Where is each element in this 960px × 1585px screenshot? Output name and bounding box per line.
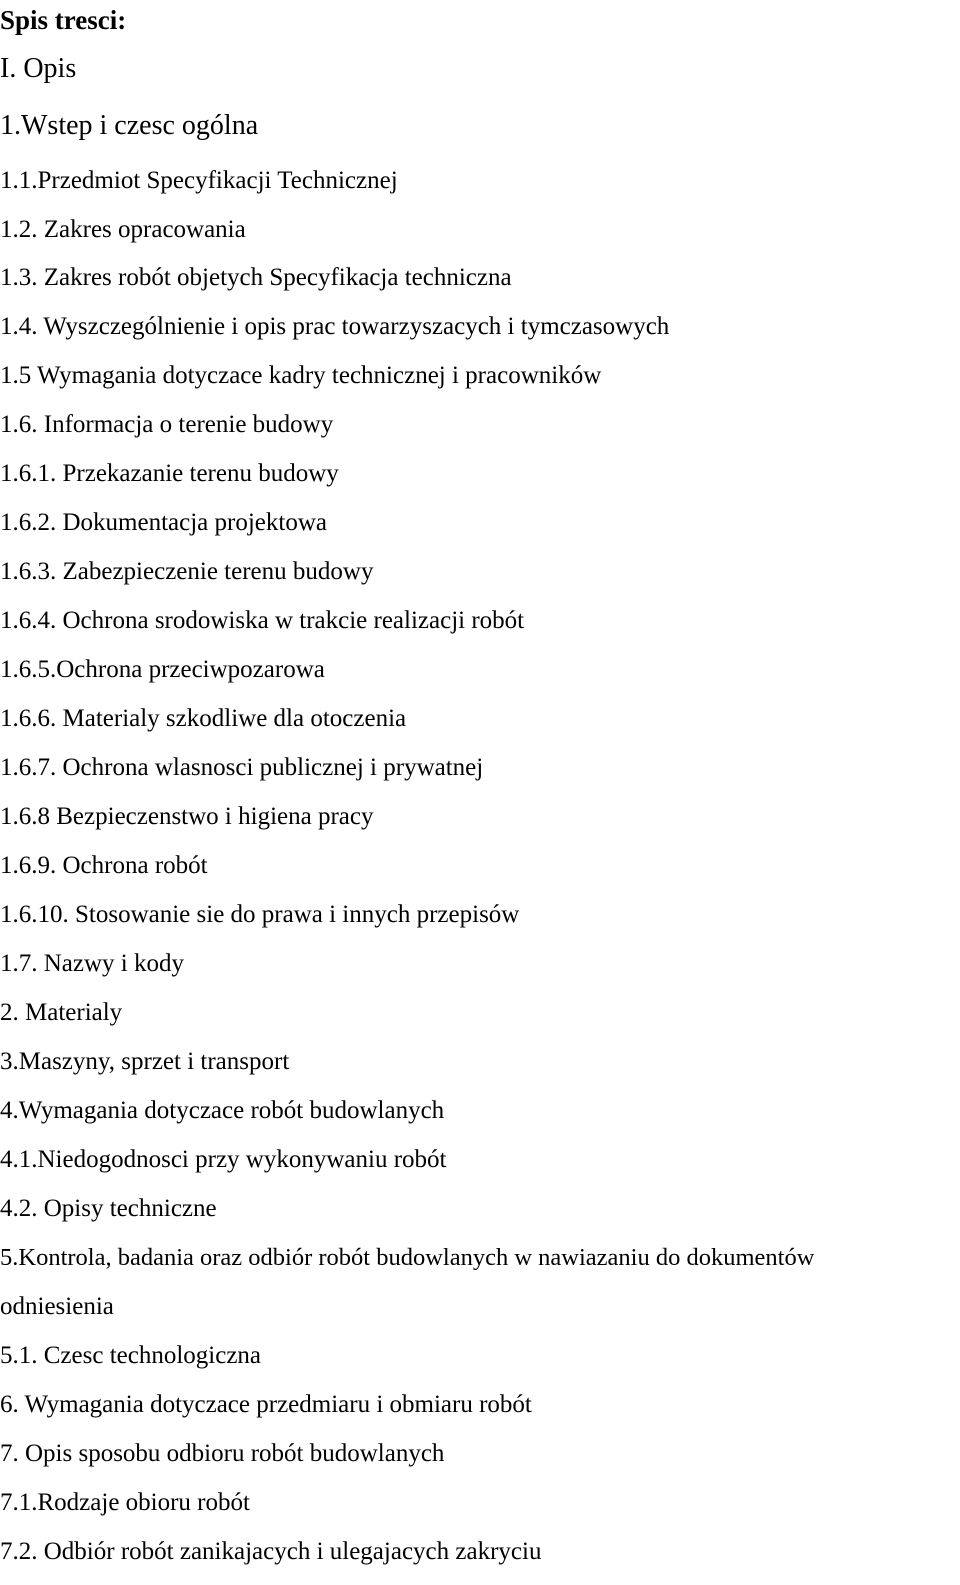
toc-entry-20: 2. Materialy	[0, 999, 123, 1026]
toc-entry-16: 1.6.8 Bezpieczenstwo i higiena pracy	[0, 803, 374, 830]
toc-entry-1: I. Opis	[0, 53, 77, 84]
toc-entry-21: 3.Maszyny, sprzet i transport	[0, 1048, 290, 1075]
toc-entry-29: 7.1.Rodzaje obioru robót	[0, 1489, 250, 1516]
toc-entry-30: 7.2. Odbiór robót zanikajacych i ulegajacych zakryciu	[0, 1538, 542, 1565]
toc-entry-11: 1.6.3. Zabezpieczenie terenu budowy	[0, 558, 374, 585]
toc-entry-22: 4.Wymagania dotyczace robót budowlanych	[0, 1097, 445, 1124]
toc-entry-27: 6. Wymagania dotyczace przedmiaru i obmiaru robót	[0, 1391, 532, 1418]
toc-entry-12: 1.6.4. Ochrona srodowiska w trakcie realizacji robót	[0, 607, 525, 634]
toc-entry-9: 1.6.1. Przekazanie terenu budowy	[0, 460, 339, 487]
toc-entry-10: 1.6.2. Dokumentacja projektowa	[0, 509, 327, 536]
toc-entry-19: 1.7. Nazwy i kody	[0, 950, 184, 977]
toc-entry-2: 1.Wstep i czesc ogólna	[0, 110, 259, 141]
toc-entry-5: 1.3. Zakres robót objetych Specyfikacja techniczna	[0, 264, 512, 291]
toc-entry-23: 4.1.Niedogodnosci przy wykonywaniu robót	[0, 1146, 447, 1173]
toc-entry-25-continued: odniesienia	[0, 1293, 114, 1320]
toc-title: Spis tresci:	[0, 5, 127, 35]
toc-entry-15: 1.6.7. Ochrona wlasnosci publicznej i prywatnej	[0, 754, 484, 781]
toc-entry-18: 1.6.10. Stosowanie sie do prawa i innych przepisów	[0, 901, 520, 928]
toc-entry-3: 1.1.Przedmiot Specyfikacji Technicznej	[0, 167, 398, 194]
toc-entry-6: 1.4. Wyszczególnienie i opis prac towarzyszacych i tymczasowych	[0, 313, 670, 340]
toc-entry-25: 5.Kontrola, badania oraz odbiór robót budowlanych w nawiazaniu do dokumentów	[0, 1244, 815, 1271]
toc-entry-7: 1.5 Wymagania dotyczace kadry technicznej i pracowników	[0, 362, 602, 389]
toc-entry-28: 7. Opis sposobu odbioru robót budowlanych	[0, 1440, 445, 1467]
toc-entry-17: 1.6.9. Ochrona robót	[0, 852, 208, 879]
toc-entry-4: 1.2. Zakres opracowania	[0, 216, 246, 243]
toc-entry-26: 5.1. Czesc technologiczna	[0, 1342, 262, 1369]
toc-entry-24: 4.2. Opisy techniczne	[0, 1195, 217, 1222]
toc-entry-13: 1.6.5.Ochrona przeciwpozarowa	[0, 656, 325, 683]
toc-entry-8: 1.6. Informacja o terenie budowy	[0, 411, 334, 438]
toc-entry-14: 1.6.6. Materialy szkodliwe dla otoczenia	[0, 705, 407, 732]
